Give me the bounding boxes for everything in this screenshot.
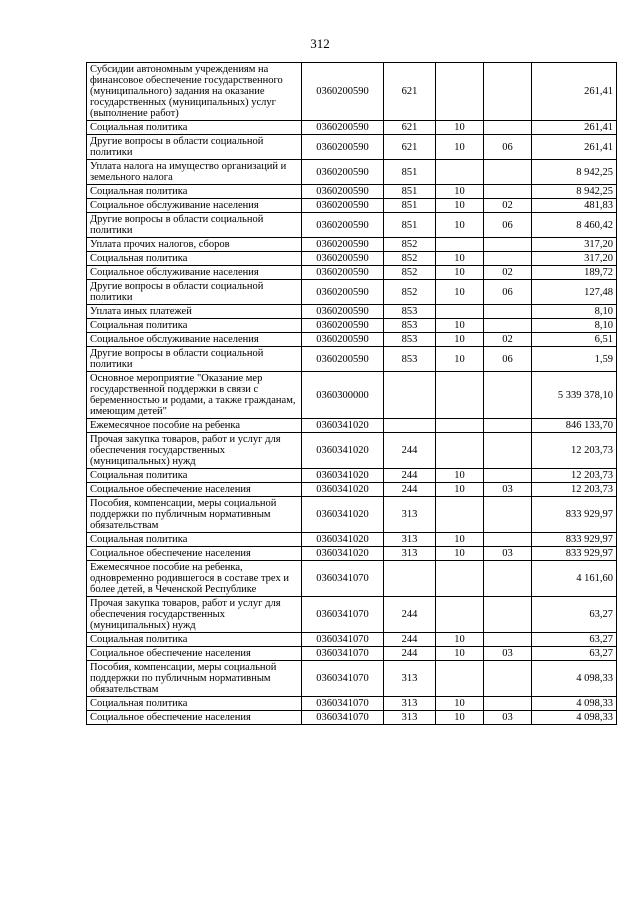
row-pr-cell [484,633,532,647]
table-row [87,547,617,561]
row-vr-cell: 244 [384,483,436,497]
row-code-cell: 0360341070 [302,561,384,597]
row-code-cell: 0360200590 [302,319,384,333]
table-row [87,647,617,661]
table-row [87,372,617,419]
row-code-cell: 0360200590 [302,63,384,121]
row-vr-cell: 852 [384,252,436,266]
row-pr-cell: 02 [484,266,532,280]
row-code-cell: 0360200590 [302,333,384,347]
row-sum-cell: 63,27 [532,633,617,647]
row-rz-cell: 10 [436,135,484,160]
row-vr-cell: 244 [384,469,436,483]
table-row [87,561,617,597]
row-sum-cell: 8 460,42 [532,213,617,238]
row-name-cell: Прочая закупка товаров, работ и услуг для обеспечения государственных (муниципальных) нужд [87,433,302,469]
row-rz-cell: 10 [436,547,484,561]
row-rz-cell: 10 [436,533,484,547]
row-code-cell: 0360341020 [302,483,384,497]
row-code-cell: 0360200590 [302,280,384,305]
row-name-cell: Основное мероприятие "Оказание мер государственной поддержки в связи с беременностью и родами, а также гражданам, имеющим детей" [87,372,302,419]
row-pr-cell: 03 [484,483,532,497]
row-sum-cell: 63,27 [532,597,617,633]
row-name-cell: Социальная политика [87,469,302,483]
row-rz-cell [436,305,484,319]
row-name-cell: Социальная политика [87,697,302,711]
row-vr-cell: 313 [384,547,436,561]
row-rz-cell: 10 [436,347,484,372]
row-code-cell: 0360200590 [302,238,384,252]
row-vr-cell: 851 [384,199,436,213]
row-pr-cell [484,497,532,533]
row-vr-cell: 244 [384,433,436,469]
row-vr-cell: 621 [384,63,436,121]
row-name-cell: Пособия, компенсации, меры социальной поддержки по публичным нормативным обязательствам [87,661,302,697]
row-rz-cell [436,597,484,633]
row-name-cell: Другие вопросы в области социальной политики [87,347,302,372]
row-rz-cell [436,433,484,469]
row-pr-cell [484,697,532,711]
row-name-cell: Другие вопросы в области социальной политики [87,213,302,238]
row-name-cell: Ежемесячное пособие на ребенка, одновременно родившегося в составе трех и более детей, в Чеченской Республике [87,561,302,597]
table-row [87,319,617,333]
row-sum-cell: 8 942,25 [532,185,617,199]
row-sum-cell: 1,59 [532,347,617,372]
row-sum-cell: 127,48 [532,280,617,305]
row-rz-cell: 10 [436,213,484,238]
row-rz-cell: 10 [436,711,484,725]
row-name-cell: Ежемесячное пособие на ребенка [87,419,302,433]
row-sum-cell: 4 098,33 [532,661,617,697]
row-sum-cell: 5 339 378,10 [532,372,617,419]
table-row [87,121,617,135]
row-pr-cell [484,121,532,135]
row-name-cell: Социальная политика [87,533,302,547]
row-pr-cell [484,185,532,199]
row-pr-cell [484,419,532,433]
table-row [87,280,617,305]
row-name-cell: Социальное обслуживание населения [87,199,302,213]
row-pr-cell [484,469,532,483]
row-rz-cell: 10 [436,647,484,661]
row-rz-cell [436,238,484,252]
row-sum-cell: 317,20 [532,252,617,266]
row-code-cell: 0360300000 [302,372,384,419]
row-name-cell: Пособия, компенсации, меры социальной поддержки по публичным нормативным обязательствам [87,497,302,533]
row-code-cell: 0360341070 [302,697,384,711]
row-code-cell: 0360200590 [302,199,384,213]
row-rz-cell [436,419,484,433]
row-rz-cell: 10 [436,185,484,199]
row-sum-cell: 12 203,73 [532,483,617,497]
row-code-cell: 0360200590 [302,160,384,185]
row-vr-cell: 853 [384,347,436,372]
table-row [87,213,617,238]
row-sum-cell: 261,41 [532,63,617,121]
row-rz-cell: 10 [436,697,484,711]
table-row [87,483,617,497]
row-pr-cell: 02 [484,333,532,347]
table-row [87,433,617,469]
row-vr-cell: 851 [384,160,436,185]
row-rz-cell: 10 [436,121,484,135]
row-name-cell: Уплата налога на имущество организаций и земельного налога [87,160,302,185]
row-vr-cell: 244 [384,647,436,661]
row-rz-cell [436,160,484,185]
row-code-cell: 0360341020 [302,547,384,561]
row-pr-cell [484,63,532,121]
row-sum-cell: 261,41 [532,135,617,160]
row-pr-cell: 03 [484,711,532,725]
row-code-cell: 0360341020 [302,469,384,483]
row-sum-cell: 846 133,70 [532,419,617,433]
row-pr-cell: 06 [484,280,532,305]
table-row [87,305,617,319]
row-sum-cell: 189,72 [532,266,617,280]
row-pr-cell [484,372,532,419]
row-code-cell: 0360341070 [302,661,384,697]
row-pr-cell: 06 [484,347,532,372]
row-rz-cell [436,561,484,597]
row-sum-cell: 8,10 [532,319,617,333]
table-row [87,469,617,483]
row-sum-cell: 8 942,25 [532,160,617,185]
row-sum-cell: 4 098,33 [532,697,617,711]
row-code-cell: 0360200590 [302,121,384,135]
row-name-cell: Уплата иных платежей [87,305,302,319]
row-name-cell: Социальное обеспечение населения [87,547,302,561]
row-vr-cell: 244 [384,597,436,633]
row-sum-cell: 63,27 [532,647,617,661]
row-code-cell: 0360200590 [302,135,384,160]
row-code-cell: 0360341070 [302,633,384,647]
row-code-cell: 0360341070 [302,597,384,633]
row-vr-cell: 853 [384,319,436,333]
table-row [87,597,617,633]
row-name-cell: Социальная политика [87,319,302,333]
row-code-cell: 0360200590 [302,185,384,199]
row-pr-cell: 06 [484,213,532,238]
row-rz-cell [436,372,484,419]
row-rz-cell: 10 [436,483,484,497]
row-vr-cell: 313 [384,533,436,547]
row-rz-cell: 10 [436,266,484,280]
row-code-cell: 0360200590 [302,266,384,280]
row-rz-cell [436,497,484,533]
row-code-cell: 0360341070 [302,711,384,725]
row-sum-cell: 833 929,97 [532,547,617,561]
row-name-cell: Социальное обслуживание населения [87,266,302,280]
table-row [87,199,617,213]
table-row [87,63,617,121]
row-rz-cell [436,661,484,697]
row-pr-cell [484,533,532,547]
table-row [87,633,617,647]
row-pr-cell [484,661,532,697]
row-pr-cell [484,160,532,185]
row-sum-cell: 833 929,97 [532,533,617,547]
row-code-cell: 0360341020 [302,497,384,533]
row-vr-cell: 313 [384,697,436,711]
row-vr-cell: 852 [384,238,436,252]
row-code-cell: 0360200590 [302,347,384,372]
row-pr-cell: 03 [484,547,532,561]
row-sum-cell: 4 161,60 [532,561,617,597]
row-pr-cell [484,319,532,333]
row-sum-cell: 833 929,97 [532,497,617,533]
row-vr-cell: 621 [384,135,436,160]
row-vr-cell: 852 [384,266,436,280]
row-pr-cell: 02 [484,199,532,213]
row-name-cell: Уплата прочих налогов, сборов [87,238,302,252]
row-vr-cell: 621 [384,121,436,135]
row-code-cell: 0360200590 [302,305,384,319]
row-sum-cell: 12 203,73 [532,433,617,469]
table-row [87,252,617,266]
row-code-cell: 0360200590 [302,213,384,238]
row-vr-cell: 853 [384,305,436,319]
row-pr-cell [484,561,532,597]
table-row [87,238,617,252]
row-pr-cell: 06 [484,135,532,160]
row-name-cell: Социальная политика [87,633,302,647]
row-vr-cell: 313 [384,711,436,725]
row-pr-cell [484,433,532,469]
row-rz-cell: 10 [436,252,484,266]
row-vr-cell: 852 [384,280,436,305]
row-name-cell: Социальная политика [87,185,302,199]
row-name-cell: Социальное обеспечение населения [87,711,302,725]
row-name-cell: Другие вопросы в области социальной политики [87,280,302,305]
budget-table-body [87,63,617,725]
row-pr-cell [484,252,532,266]
row-vr-cell: 244 [384,633,436,647]
row-rz-cell [436,63,484,121]
row-sum-cell: 481,83 [532,199,617,213]
row-code-cell: 0360341070 [302,647,384,661]
table-row [87,266,617,280]
row-pr-cell: 03 [484,647,532,661]
row-vr-cell: 853 [384,333,436,347]
table-row [87,697,617,711]
row-code-cell: 0360200590 [302,252,384,266]
row-vr-cell [384,372,436,419]
row-name-cell: Социальное обеспечение населения [87,483,302,497]
row-pr-cell [484,305,532,319]
table-row [87,347,617,372]
row-rz-cell: 10 [436,319,484,333]
row-rz-cell: 10 [436,199,484,213]
row-sum-cell: 12 203,73 [532,469,617,483]
row-code-cell: 0360341020 [302,419,384,433]
row-name-cell: Социальная политика [87,121,302,135]
row-sum-cell: 8,10 [532,305,617,319]
table-row [87,135,617,160]
row-rz-cell: 10 [436,633,484,647]
table-row [87,533,617,547]
row-rz-cell: 10 [436,469,484,483]
row-sum-cell: 261,41 [532,121,617,135]
row-vr-cell: 851 [384,213,436,238]
row-sum-cell: 6,51 [532,333,617,347]
row-name-cell: Социальная политика [87,252,302,266]
row-code-cell: 0360341020 [302,433,384,469]
table-row [87,333,617,347]
row-name-cell: Другие вопросы в области социальной политики [87,135,302,160]
row-vr-cell [384,561,436,597]
row-name-cell: Социальное обеспечение населения [87,647,302,661]
page-number: 312 [310,36,330,51]
row-vr-cell: 851 [384,185,436,199]
row-sum-cell: 317,20 [532,238,617,252]
row-name-cell: Прочая закупка товаров, работ и услуг для обеспечения государственных (муниципальных) нужд [87,597,302,633]
table-row [87,160,617,185]
row-rz-cell: 10 [436,280,484,305]
table-row [87,661,617,697]
row-pr-cell [484,238,532,252]
table-row [87,711,617,725]
row-sum-cell: 4 098,33 [532,711,617,725]
table-row [87,185,617,199]
budget-table [86,62,617,725]
row-rz-cell: 10 [436,333,484,347]
row-vr-cell [384,419,436,433]
row-name-cell: Социальное обслуживание населения [87,333,302,347]
table-row [87,419,617,433]
row-vr-cell: 313 [384,497,436,533]
table-row [87,497,617,533]
row-vr-cell: 313 [384,661,436,697]
row-name-cell: Субсидии автономным учреждениям на финансовое обеспечение государственного (муниципального) задания на оказание государственных (муниципальных) услуг (выполнение работ) [87,63,302,121]
row-pr-cell [484,597,532,633]
row-code-cell: 0360341020 [302,533,384,547]
